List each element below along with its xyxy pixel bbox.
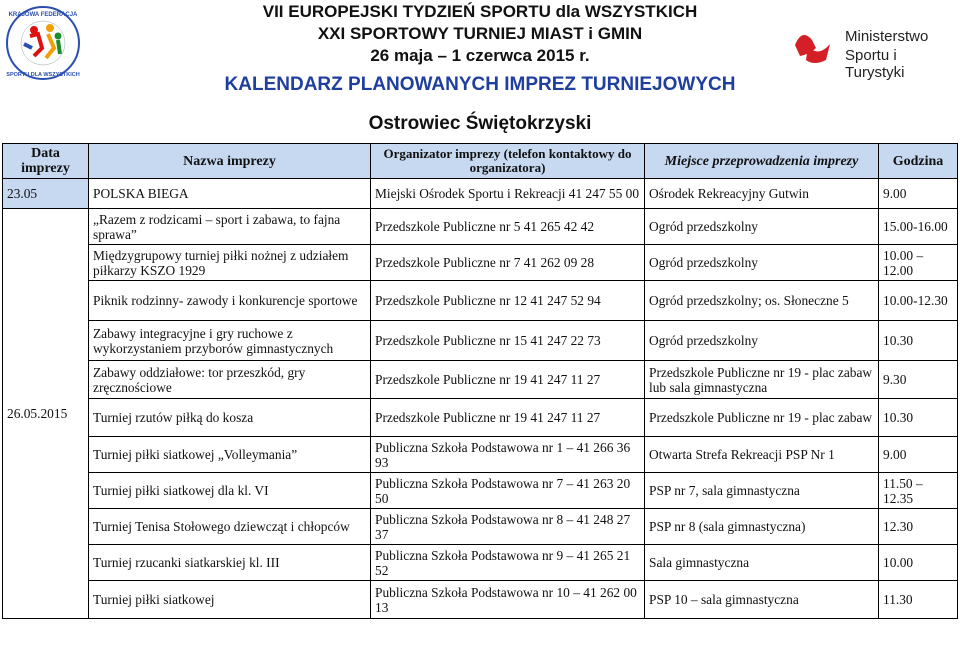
row-place: Ogród przedszkolny <box>645 209 879 245</box>
row-organizer: Przedszkole Publiczne nr 19 41 247 11 27 <box>371 399 645 437</box>
row-place: Ogród przedszkolny <box>645 245 879 281</box>
row-name: Turniej rzucanki siatkarskiej kl. III <box>89 545 371 581</box>
row-organizer: Przedszkole Publiczne nr 5 41 265 42 42 <box>371 209 645 245</box>
table-row <box>3 361 958 399</box>
header-name: Nazwa imprezy <box>89 144 371 179</box>
header-place: Miejsce przeprowadzenia imprezy <box>645 144 879 179</box>
row-place: Ośrodek Rekreacyjny Gutwin <box>645 179 879 209</box>
header-city: Ostrowiec Świętokrzyski <box>368 113 592 134</box>
row-place: Przedszkole Publiczne nr 19 - plac zabaw <box>645 399 879 437</box>
row-place: Sala gimnastyczna <box>645 545 879 581</box>
date-cell-26-05: 26.05.2015 <box>3 209 89 619</box>
events-table <box>2 143 958 619</box>
row-time: 10.00 – 12.00 <box>879 245 958 281</box>
row-name: Turniej rzutów piłką do kosza <box>89 399 371 437</box>
table-row <box>3 545 958 581</box>
table-row <box>3 509 958 545</box>
row-time: 11.50 – 12.35 <box>879 473 958 509</box>
header-organizer: Organizator imprezy (telefon kontaktowy do organizatora) <box>371 144 645 179</box>
row-name: Turniej piłki siatkowej „Volleymania” <box>89 437 371 473</box>
table-row <box>3 437 958 473</box>
row-time: 15.00-16.00 <box>879 209 958 245</box>
row-place: Ogród przedszkolny <box>645 321 879 361</box>
svg-text:SPORTU DLA WSZYSTKICH: SPORTU DLA WSZYSTKICH <box>6 72 80 78</box>
row-organizer: Publiczna Szkoła Podstawowa nr 1 – 41 266 36 93 <box>371 437 645 473</box>
header-line1: VII EUROPEJSKI TYDZIEŃ SPORTU dla WSZYSTKICH <box>262 2 698 21</box>
row-organizer: Miejski Ośrodek Sportu i Rekreacji 41 247 55 00 <box>371 179 645 209</box>
header-line2: XXI SPORTOWY TURNIEJ MIAST i GMIN <box>317 24 643 43</box>
table-row <box>3 281 958 321</box>
row-name: Międzygrupowy turniej piłki nożnej z udziałem piłkarzy KSZO 1929 <box>89 245 371 281</box>
header-time: Godzina <box>879 144 958 179</box>
table-header-row <box>3 144 958 179</box>
table-row <box>3 399 958 437</box>
row-time: 9.00 <box>879 437 958 473</box>
row-name: Zabawy integracyjne i gry ruchowe z wykorzystaniem przyborów gimnastycznych <box>89 321 371 361</box>
row-place: PSP nr 7, sala gimnastyczna <box>645 473 879 509</box>
row-time: 10.30 <box>879 321 958 361</box>
logo-right-line1: Ministerstwo <box>845 28 929 45</box>
row-organizer: Przedszkole Publiczne nr 19 41 247 11 27 <box>371 361 645 399</box>
table-row <box>3 245 958 281</box>
row-name: Turniej piłki siatkowej dla kl. VI <box>89 473 371 509</box>
row-place: PSP nr 8 (sala gimnastyczna) <box>645 509 879 545</box>
header-title: KALENDARZ PLANOWANYCH IMPREZ TURNIEJOWYCH <box>224 74 736 95</box>
row-place: Otwarta Strefa Rekreacji PSP Nr 1 <box>645 437 879 473</box>
row-name: Turniej piłki siatkowej <box>89 581 371 619</box>
row-name: Turniej Tenisa Stołowego dziewcząt i chłopców <box>89 509 371 545</box>
row-organizer: Przedszkole Publiczne nr 7 41 262 09 28 <box>371 245 645 281</box>
row-time: 12.30 <box>879 509 958 545</box>
row-organizer: Przedszkole Publiczne nr 15 41 247 22 73 <box>371 321 645 361</box>
logo-right-line2: Sportu i Turystyki <box>845 47 905 81</box>
row-time: 10.30 <box>879 399 958 437</box>
row-date: 23.05 <box>3 179 89 209</box>
row-name: Piknik rodzinny- zawody i konkurencje sportowe <box>89 281 371 321</box>
row-place: Ogród przedszkolny; os. Słoneczne 5 <box>645 281 879 321</box>
row-time: 9.30 <box>879 361 958 399</box>
row-place: PSP 10 – sala gimnastyczna <box>645 581 879 619</box>
row-time: 10.00 <box>879 545 958 581</box>
svg-text:KRAJOWA FEDERACJA: KRAJOWA FEDERACJA <box>8 12 78 18</box>
table-row <box>3 179 958 209</box>
row-organizer: Publiczna Szkoła Podstawowa nr 7 – 41 263 20 50 <box>371 473 645 509</box>
header-line3: 26 maja – 1 czerwca 2015 r. <box>370 46 590 65</box>
row-organizer: Publiczna Szkoła Podstawowa nr 10 – 41 262 00 13 <box>371 581 645 619</box>
header-date: Data imprezy <box>3 144 89 179</box>
row-name: „Razem z rodzicami – sport i zabawa, to fajna sprawa” <box>89 209 371 245</box>
row-name: Zabawy oddziałowe: tor przeszkód, gry zręcznościowe <box>89 361 371 399</box>
row-organizer: Przedszkole Publiczne nr 12 41 247 52 94 <box>371 281 645 321</box>
table-row <box>3 209 958 245</box>
table-row <box>3 473 958 509</box>
row-place: Przedszkole Publiczne nr 19 - plac zabaw lub sala gimnastyczna <box>645 361 879 399</box>
row-name: POLSKA BIEGA <box>89 179 371 209</box>
row-time: 11.30 <box>879 581 958 619</box>
row-organizer: Publiczna Szkoła Podstawowa nr 8 – 41 248 27 37 <box>371 509 645 545</box>
row-organizer: Publiczna Szkoła Podstawowa nr 9 – 41 265 21 52 <box>371 545 645 581</box>
row-time: 10.00-12.30 <box>879 281 958 321</box>
table-row <box>3 321 958 361</box>
row-time: 9.00 <box>879 179 958 209</box>
table-row <box>3 581 958 619</box>
